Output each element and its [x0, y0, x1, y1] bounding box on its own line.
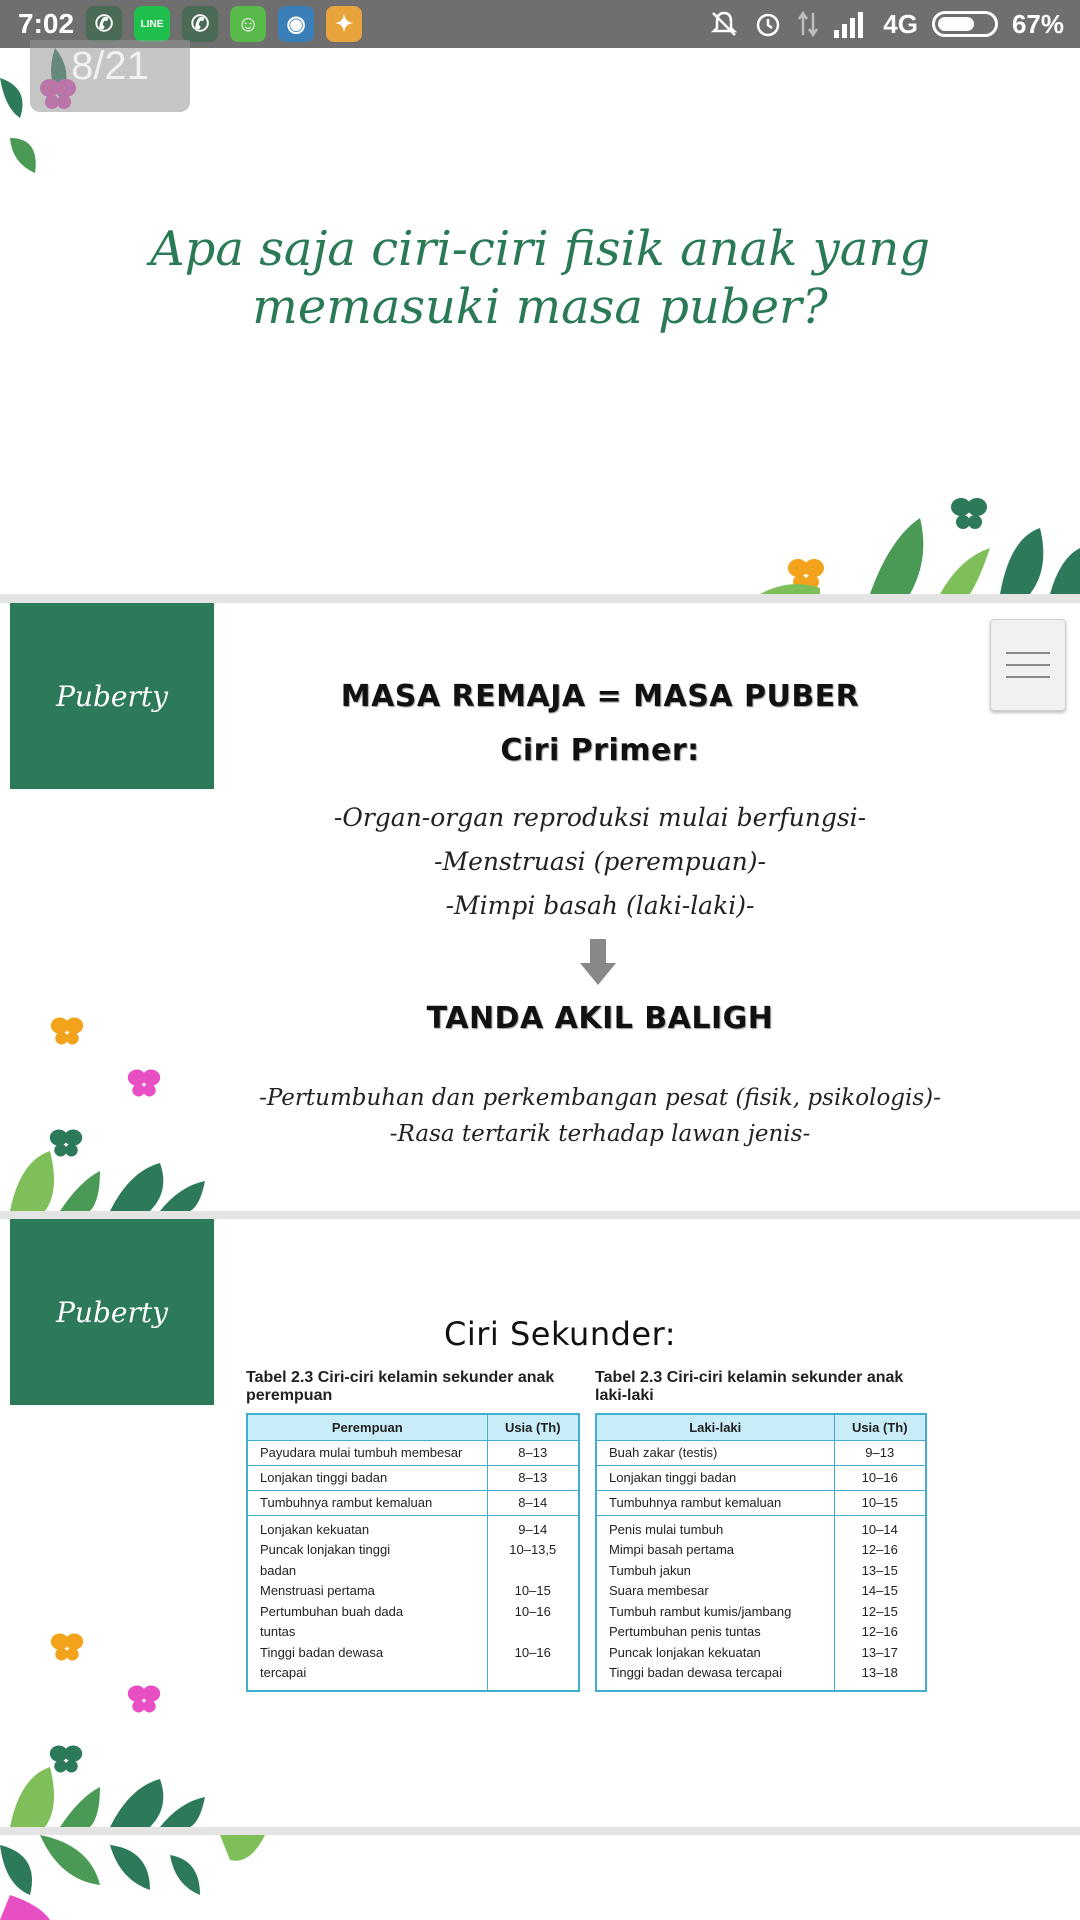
- leaves-decoration: [0, 1151, 210, 1211]
- butterfly-icon: [46, 1013, 88, 1049]
- slide-subheading: Ciri Primer:: [500, 733, 700, 768]
- primary-trait: -Mimpi basah (laki-laki)-: [445, 891, 755, 920]
- age-cell: 10–14 12–16 13–15 14–15 12–15 12–16 13–17 13–18: [834, 1515, 926, 1691]
- slide-heading: Ciri Sekunder:: [444, 1315, 676, 1353]
- age-cell: 8–14: [487, 1490, 579, 1515]
- primary-trait: -Menstruasi (perempuan)-: [434, 847, 766, 876]
- trait-cell: Payudara mulai tumbuh membesar: [247, 1440, 487, 1465]
- age-cell: 9–14 10–13,5 10–15 10–16 10–16: [487, 1515, 579, 1691]
- slide-label: [10, 603, 214, 789]
- pinwheel-icon: ✦: [326, 6, 362, 42]
- slide-2[interactable]: [0, 603, 1080, 1211]
- trait-cell: Buah zakar (testis): [596, 1440, 834, 1465]
- slide-3[interactable]: [0, 1219, 1080, 1827]
- leaves-decoration: [0, 1835, 270, 1920]
- notification-icons: [74, 6, 362, 42]
- leaves-decoration: [0, 1767, 210, 1827]
- slide-heading-2: TANDA AKIL BALIGH: [426, 1001, 774, 1036]
- growth-trait: -Rasa tertarik terhadap lawan jenis-: [389, 1121, 811, 1147]
- trait-cell: Lonjakan kekuatan Puncak lonjakan tinggi badan Menstruasi pertama Pertumbuhan buah dada tuntas Tinggi badan dewasa tercapai: [247, 1515, 487, 1691]
- battery-level: [938, 17, 974, 31]
- menu-line: [1006, 652, 1050, 654]
- battery-icon: [932, 11, 998, 37]
- growth-trait: -Pertumbuhan dan perkembangan pesat (fisik, psikologis)-: [259, 1085, 941, 1111]
- table-row: [596, 1490, 926, 1515]
- column-header: Laki-laki: [596, 1414, 834, 1440]
- table-caption: Tabel 2.3 Ciri-ciri kelamin sekunder anak laki-laki: [595, 1369, 904, 1404]
- table-male: [595, 1369, 927, 1692]
- whatsapp-icon: ✆: [182, 6, 218, 42]
- age-cell: 8–13: [487, 1465, 579, 1490]
- table-row: [247, 1515, 579, 1691]
- traits-table: [595, 1413, 927, 1692]
- data-transfer-icon: [797, 9, 819, 39]
- column-header: Perempuan: [247, 1414, 487, 1440]
- android-icon: ☺: [230, 6, 266, 42]
- slide-label-text: Puberty: [56, 1295, 168, 1329]
- slide-label: [10, 1219, 214, 1405]
- column-header: Usia (Th): [834, 1414, 926, 1440]
- menu-line: [1006, 676, 1050, 678]
- traits-table: [246, 1413, 580, 1692]
- whatsapp-icon: ✆: [86, 6, 122, 42]
- page-counter: 8/21: [30, 40, 190, 112]
- age-cell: 9–13: [834, 1440, 926, 1465]
- table-caption: Tabel 2.3 Ciri-ciri kelamin sekunder anak perempuan: [246, 1369, 555, 1404]
- age-cell: 8–13: [487, 1440, 579, 1465]
- butterfly-icon: [126, 1063, 162, 1103]
- line-icon: LINE: [134, 6, 170, 42]
- camera-icon: ◉: [278, 6, 314, 42]
- trait-cell: Tumbuhnya rambut kemaluan: [596, 1490, 834, 1515]
- menu-line: [1006, 664, 1050, 666]
- trait-cell: Tumbuhnya rambut kemaluan: [247, 1490, 487, 1515]
- slide-4[interactable]: [0, 1835, 1080, 1920]
- table-row: [247, 1490, 579, 1515]
- column-header: Usia (Th): [487, 1414, 579, 1440]
- arrow-down-icon: [578, 939, 618, 987]
- slide-title: Apa saja ciri-ciri fisik anak yang memasuki masa puber?: [149, 221, 931, 335]
- slide-label-text: Puberty: [56, 679, 168, 713]
- trait-cell: Penis mulai tumbuh Mimpi basah pertama Tumbuh jakun Suara membesar Tumbuh rambut kumis/jambang Pertumbuhan penis tuntas Puncak lonjakan kekuatan Tinggi badan dewasa tercapai: [596, 1515, 834, 1691]
- menu-button[interactable]: [990, 619, 1066, 711]
- table-row: [247, 1465, 579, 1490]
- clock: 7:02: [18, 8, 75, 39]
- bell-off-icon: [709, 9, 739, 39]
- leaves-decoration: [760, 518, 1080, 594]
- battery-percent: 67%: [1011, 8, 1064, 39]
- signal-icon: [833, 10, 869, 38]
- table-row: [596, 1515, 926, 1691]
- network-type: 4G: [883, 8, 918, 39]
- primary-trait: -Organ-organ reproduksi mulai berfungsi-: [333, 803, 867, 832]
- trait-cell: Lonjakan tinggi badan: [596, 1465, 834, 1490]
- alarm-icon: [753, 9, 783, 39]
- age-cell: 10–15: [834, 1490, 926, 1515]
- status-icons: [709, 0, 1064, 48]
- table-row: [247, 1440, 579, 1465]
- butterfly-icon: [46, 1629, 88, 1665]
- trait-cell: Lonjakan tinggi badan: [247, 1465, 487, 1490]
- table-row: [596, 1465, 926, 1490]
- slide-1[interactable]: [0, 48, 1080, 594]
- table-female: [246, 1369, 580, 1692]
- age-cell: 10–16: [834, 1465, 926, 1490]
- butterfly-icon: [126, 1679, 162, 1719]
- table-row: [596, 1440, 926, 1465]
- slide-heading: MASA REMAJA = MASA PUBER: [340, 679, 860, 714]
